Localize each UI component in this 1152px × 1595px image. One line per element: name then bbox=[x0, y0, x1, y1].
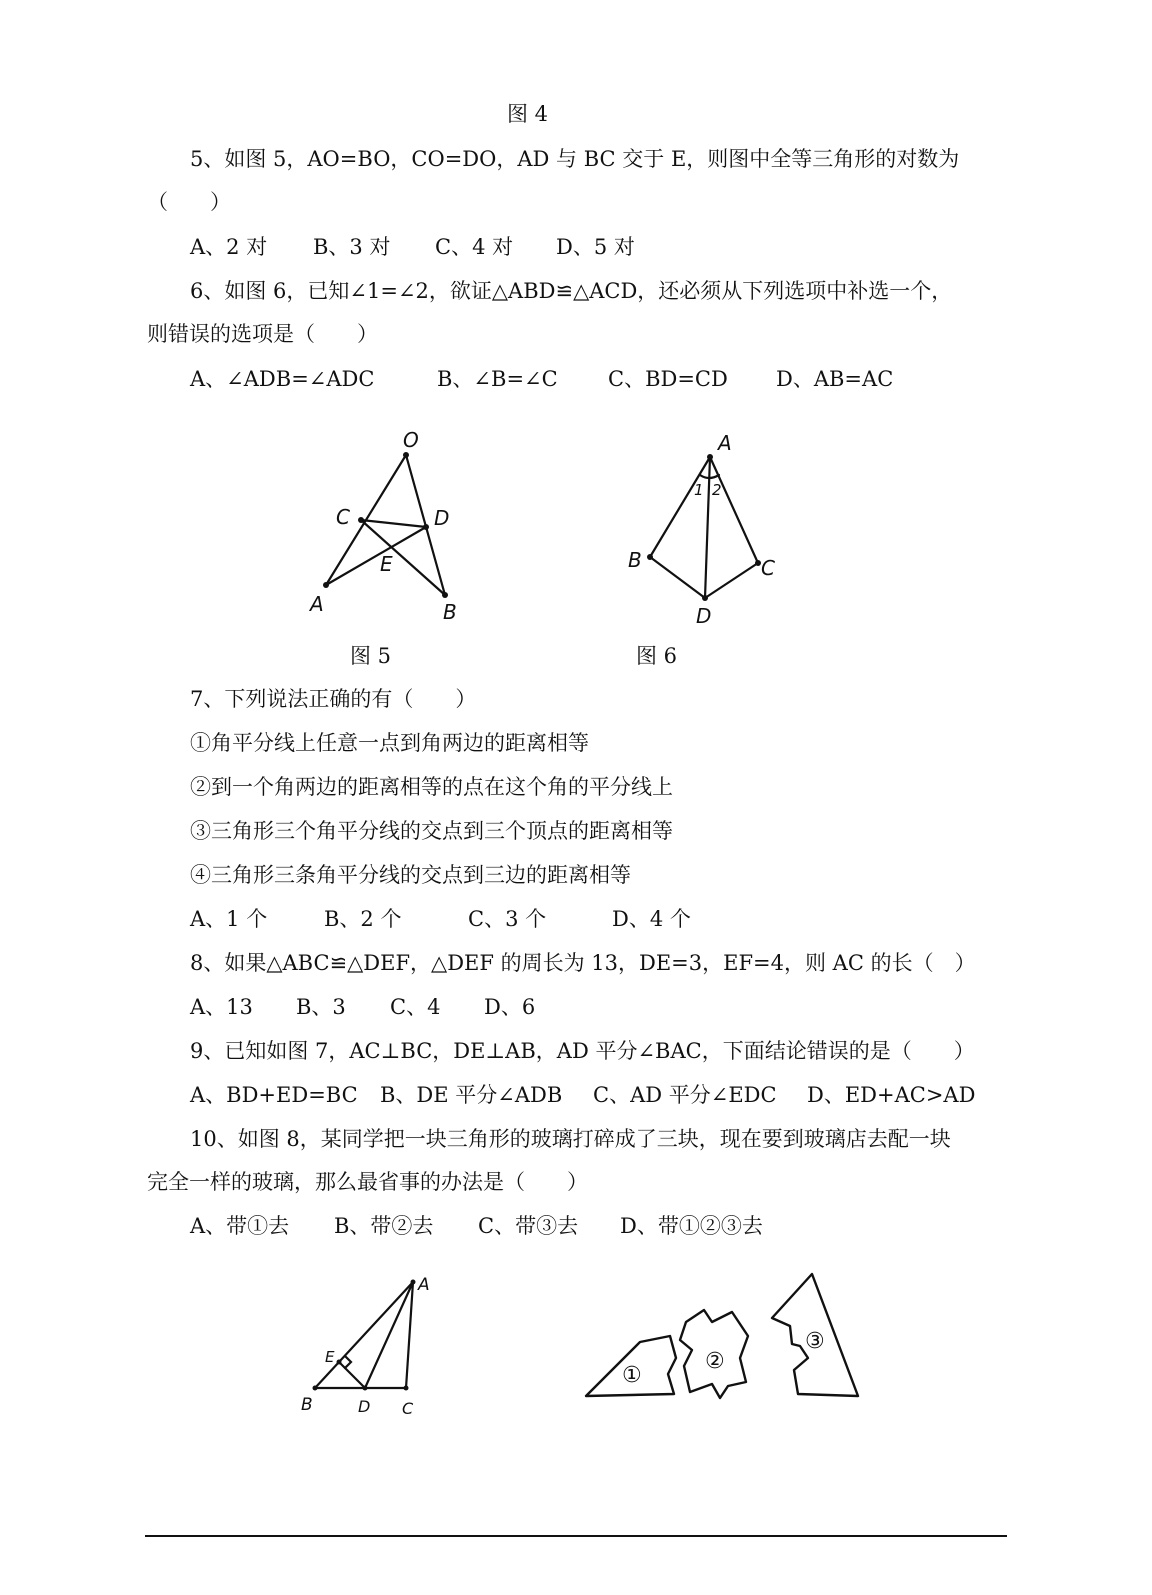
label-b: B bbox=[443, 600, 457, 624]
q9-option-c: C、AD 平分∠EDC bbox=[593, 1083, 777, 1107]
q7-option-d: D、4 个 bbox=[612, 907, 691, 931]
label-angle-2: 2 bbox=[712, 481, 722, 499]
line-ac bbox=[710, 457, 758, 563]
right-angle-mark bbox=[345, 1356, 351, 1368]
question-5-text: 5、如图 5，AO=BO，CO=DO，AD 与 BC 交于 E，则图中全等三角形的对数为 bbox=[190, 147, 960, 171]
figure-6-diagram bbox=[620, 425, 790, 630]
q7-option-b: B、2 个 bbox=[324, 907, 402, 931]
label-piece-1: ① bbox=[622, 1363, 642, 1388]
q8-option-b: B、3 bbox=[296, 995, 346, 1019]
label-a: A bbox=[418, 1275, 430, 1295]
q7-statement-2: ②到一个角两边的距离相等的点在这个角的平分线上 bbox=[190, 775, 673, 799]
label-a: A bbox=[718, 431, 732, 455]
q9-option-b: B、DE 平分∠ADB bbox=[380, 1083, 563, 1107]
question-8-text: 8、如果△ABC≌△DEF，△DEF 的周长为 13，DE=3，EF=4，则 AC 的长（ ） bbox=[190, 951, 976, 975]
q6-option-d: D、AB=AC bbox=[776, 367, 894, 391]
line-de bbox=[339, 1362, 365, 1388]
q5-option-a: A、2 对 bbox=[190, 235, 268, 259]
label-d: D bbox=[358, 1397, 371, 1416]
q10-option-c: C、带③去 bbox=[478, 1214, 579, 1238]
q5-option-d: D、5 对 bbox=[556, 235, 635, 259]
q7-statement-1: ①角平分线上任意一点到角两边的距离相等 bbox=[190, 731, 589, 755]
q8-option-d: D、6 bbox=[484, 995, 536, 1019]
q5-option-b: B、3 对 bbox=[313, 235, 391, 259]
line-cd bbox=[361, 520, 426, 527]
label-piece-2: ② bbox=[705, 1349, 725, 1374]
line-ac bbox=[406, 1282, 413, 1388]
label-o: O bbox=[403, 428, 419, 452]
line-cd bbox=[705, 563, 758, 598]
line-ab bbox=[315, 1282, 413, 1388]
q7-option-c: C、3 个 bbox=[468, 907, 547, 931]
label-c: C bbox=[336, 505, 350, 529]
label-d: D bbox=[696, 604, 712, 628]
label-b: B bbox=[301, 1395, 313, 1415]
line-da bbox=[326, 527, 426, 585]
line-ad bbox=[365, 1282, 413, 1388]
footer-divider bbox=[145, 1535, 1007, 1537]
q10-option-b: B、带②去 bbox=[334, 1214, 434, 1238]
question-10-text-2: 完全一样的玻璃，那么最省事的办法是（ ） bbox=[147, 1170, 588, 1194]
label-b: B bbox=[628, 548, 642, 572]
question-6-text: 6、如图 6，已知∠1=∠2，欲证△ABD≌△ACD，还必须从下列选项中补选一个， bbox=[190, 279, 953, 303]
figure-5-diagram bbox=[300, 425, 480, 625]
question-6-text-2: 则错误的选项是（ ） bbox=[147, 322, 378, 346]
label-piece-3: ③ bbox=[805, 1329, 825, 1354]
label-e: E bbox=[380, 552, 393, 576]
q10-option-d: D、带①②③去 bbox=[620, 1214, 763, 1238]
q9-option-a: A、BD+ED=BC bbox=[190, 1083, 358, 1107]
q7-statement-3: ③三角形三个角平分线的交点到三个顶点的距离相等 bbox=[190, 819, 673, 843]
label-angle-1: 1 bbox=[694, 481, 704, 499]
label-c: C bbox=[402, 1399, 414, 1418]
q6-option-a: A、∠ADB=∠ADC bbox=[190, 367, 375, 391]
q6-option-c: C、BD=CD bbox=[608, 367, 728, 391]
question-10-text: 10、如图 8，某同学把一块三角形的玻璃打碎成了三块，现在要到玻璃店去配一块 bbox=[190, 1127, 951, 1151]
line-ab bbox=[650, 457, 710, 557]
label-e: E bbox=[325, 1348, 335, 1366]
line-bd bbox=[650, 557, 705, 598]
q8-option-c: C、4 bbox=[390, 995, 441, 1019]
q9-option-d: D、ED+AC>AD bbox=[807, 1083, 976, 1107]
figure-4-caption: 图 4 bbox=[507, 102, 549, 126]
q7-option-a: A、1 个 bbox=[190, 907, 268, 931]
question-9-text: 9、已知如图 7，AC⊥BC，DE⊥AB，AD 平分∠BAC，下面结论错误的是（ ） bbox=[190, 1039, 975, 1063]
q7-statement-4: ④三角形三条角平分线的交点到三边的距离相等 bbox=[190, 863, 631, 887]
q8-option-a: A、13 bbox=[190, 995, 253, 1019]
label-d: D bbox=[434, 506, 450, 530]
q6-option-b: B、∠B=∠C bbox=[437, 367, 558, 391]
figure-5-caption: 图 5 bbox=[350, 644, 392, 668]
label-c: C bbox=[761, 556, 775, 580]
q10-option-a: A、带①去 bbox=[190, 1214, 290, 1238]
figure-7-diagram bbox=[295, 1270, 445, 1420]
label-a: A bbox=[310, 592, 324, 616]
q5-option-c: C、4 对 bbox=[435, 235, 514, 259]
figure-8-diagram bbox=[580, 1270, 870, 1410]
question-7-text: 7、下列说法正确的有（ ） bbox=[190, 687, 477, 711]
question-5-blank: （ ） bbox=[147, 190, 231, 214]
figure-6-caption: 图 6 bbox=[636, 644, 678, 668]
